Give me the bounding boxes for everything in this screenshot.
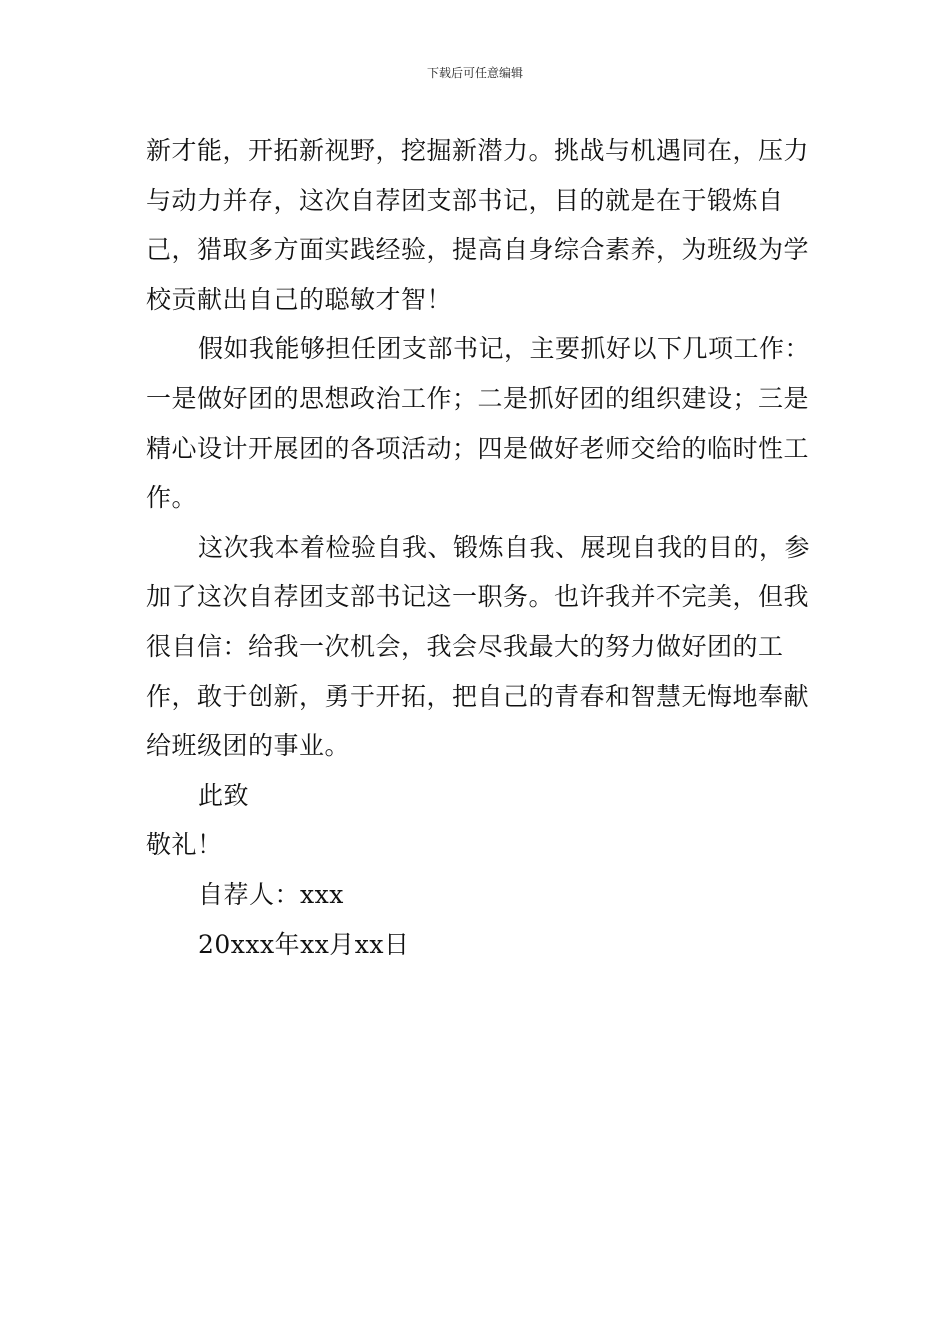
salutation-jingli: 敬礼！ bbox=[146, 830, 223, 860]
page-header: 下载后可任意编辑 bbox=[426, 66, 523, 80]
date-line: 20xxx年xx月xx日 bbox=[198, 929, 410, 959]
paragraph-continuation: 新才能，开拓新视野，挖掘新潜力。挑战与机遇同在，压力与动力并存，这次自荐团支部书记，目的就是在于锻炼自己，猎取多方面实践经验，提高自身综合素养，为班级为学校贡献出自己的聪敏才智！ bbox=[146, 136, 810, 314]
signature-line: 自荐人：xxx bbox=[198, 879, 344, 909]
letter-body bbox=[146, 126, 814, 969]
salutation-cizhi: 此致 bbox=[198, 780, 250, 810]
paragraph-commitment: 这次我本着检验自我、锻炼自我、展现自我的目的，参加了这次自荐团支部书记这一职务。也许我并不完美，但我很自信：给我一次机会，我会尽我最大的努力做好团的工作，敢于创新，勇于开拓，把自己的青春和智慧无悔地奉献给班级团的事业。 bbox=[146, 532, 811, 761]
paragraph-duties: 假如我能够担任团支部书记，主要抓好以下几项工作：一是做好团的思想政治工作；二是抓好团的组织建设；三是精心设计开展团的各项活动；四是做好老师交给的临时性工作。 bbox=[146, 334, 811, 513]
